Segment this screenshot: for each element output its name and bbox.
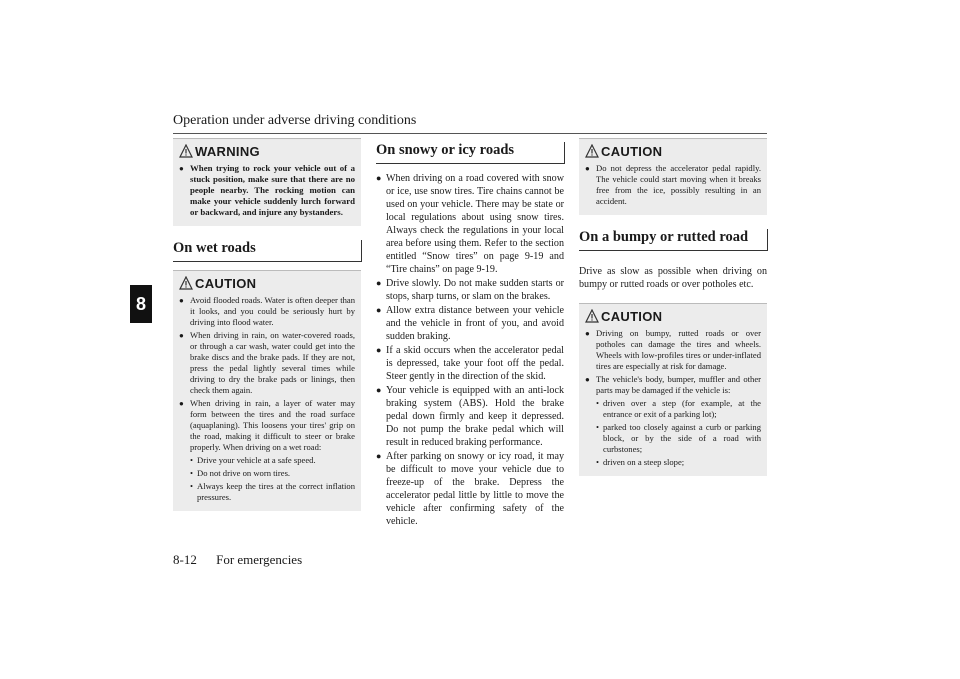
caution-item: ● When driving in rain, a layer of water may form between the tires and the road surface (aquaplaning). This loosens your tires' grip on the road, making it difficult to steer or brake properly. When driving on a wet road: [179,398,355,453]
caution-item: ● Driving on bumpy, rutted roads or over potholes can damage the tires and wheels. Wheels with low-profiles tires or under-inflated tires are especially at risk for damage. [585,328,761,372]
page-title: Operation under adverse driving conditions [173,113,417,128]
caution-header [585,308,761,324]
header-divider [173,133,767,134]
caution-sub-item: • driven on a steep slope; [585,457,761,468]
section-title-bumpy-road: On a bumpy or rutted road [579,225,767,251]
caution-sub-item: • Do not drive on worn tires. [179,468,355,479]
warning-triangle-icon [179,276,193,290]
chapter-tab: 8 [130,285,152,323]
caution-item: ● Do not depress the accelerator pedal rapidly. The vehicle could start moving when it breaks free from the ice, possibly resulting in an accident. [585,163,761,207]
warning-triangle-icon [585,309,599,323]
warning-item: ● When trying to rock your vehicle out of a stuck position, make sure that there are no people nearby. The rocking motion can make your vehicle suddenly lurch forward or backward, and injure any bystanders. [179,163,355,218]
warning-triangle-icon [179,144,193,158]
caution-sub-item: • parked too closely against a curb or parking block, or by the side of a road with curbstones; [585,422,761,455]
section-title-snowy-roads: On snowy or icy roads [376,138,564,164]
footer-section: For emergencies [216,552,303,567]
warning-box [173,138,361,226]
body-item: ● After parking on snowy or icy road, it may be difficult to move your vehicle due to freeze-up of the brake. Depress the accelerator pedal little by little to move the vehicle after confirming safety of the vehicle. [376,450,564,528]
body-item: ● Drive slowly. Do not make sudden starts or stops, sharp turns, or slam on the brakes. [376,277,564,303]
body-item: ● Your vehicle is equipped with an anti-lock braking system (ABS). Hold the brake pedal down firmly and keep it depressed. Do not pump the brake pedal which will result in reduced braking performance. [376,384,564,449]
caution-sub-item: • Drive your vehicle at a safe speed. [179,455,355,466]
warning-header [179,143,355,159]
column-middle [376,138,564,529]
warning-label: WARNING [195,143,260,159]
column-right [579,138,767,476]
body-item: ● Allow extra distance between your vehicle and the vehicle in front of you, and avoid sudden braking. [376,304,564,343]
caution-label: CAUTION [195,275,257,291]
caution-label: CAUTION [601,308,663,324]
page-number: 8-12 [173,552,197,567]
section-title-wet-roads: On wet roads [173,236,361,262]
warning-triangle-icon [585,144,599,158]
caution-item: ● The vehicle's body, bumper, muffler and other parts may be damaged if the vehicle is: [585,374,761,396]
caution-item: ● Avoid flooded roads. Water is often deeper than it looks, and you could be seriously hurt by driving into flood water. [179,295,355,328]
caution-label: CAUTION [601,143,663,159]
caution-box-ice [579,138,767,215]
caution-item: ● When driving in rain, on water-covered roads, or through a car wash, water could get into the brake discs and the brake pads. If they are not, press the pedal lightly several times while driving to dry the brake pads or linings, then check them again. [179,330,355,396]
caution-box-bumpy [579,303,767,476]
caution-header [585,143,761,159]
caution-header [179,275,355,291]
body-item: ● If a skid occurs when the accelerator pedal is depressed, take your foot off the pedal. Steer gently in the direction of the skid. [376,344,564,383]
bumpy-road-text: Drive as slow as possible when driving on bumpy or rutted roads or over potholes etc. [579,266,767,290]
page-footer [173,552,302,568]
caution-box-wet [173,270,361,511]
column-left [173,138,361,511]
body-item: ● When driving on a road covered with snow or ice, use snow tires. Tire chains cannot be used on your vehicle. There may be state or local regulations about using snow tires. Always check the regulations in your local area before using them. Refer to the section entitled “Snow tires” on page 9-19 and “Tire chains” on page 9-19. [376,172,564,276]
caution-sub-item: • driven over a step (for example, at the entrance or exit of a parking lot); [585,398,761,420]
caution-sub-item: • Always keep the tires at the correct inflation pressures. [179,481,355,503]
